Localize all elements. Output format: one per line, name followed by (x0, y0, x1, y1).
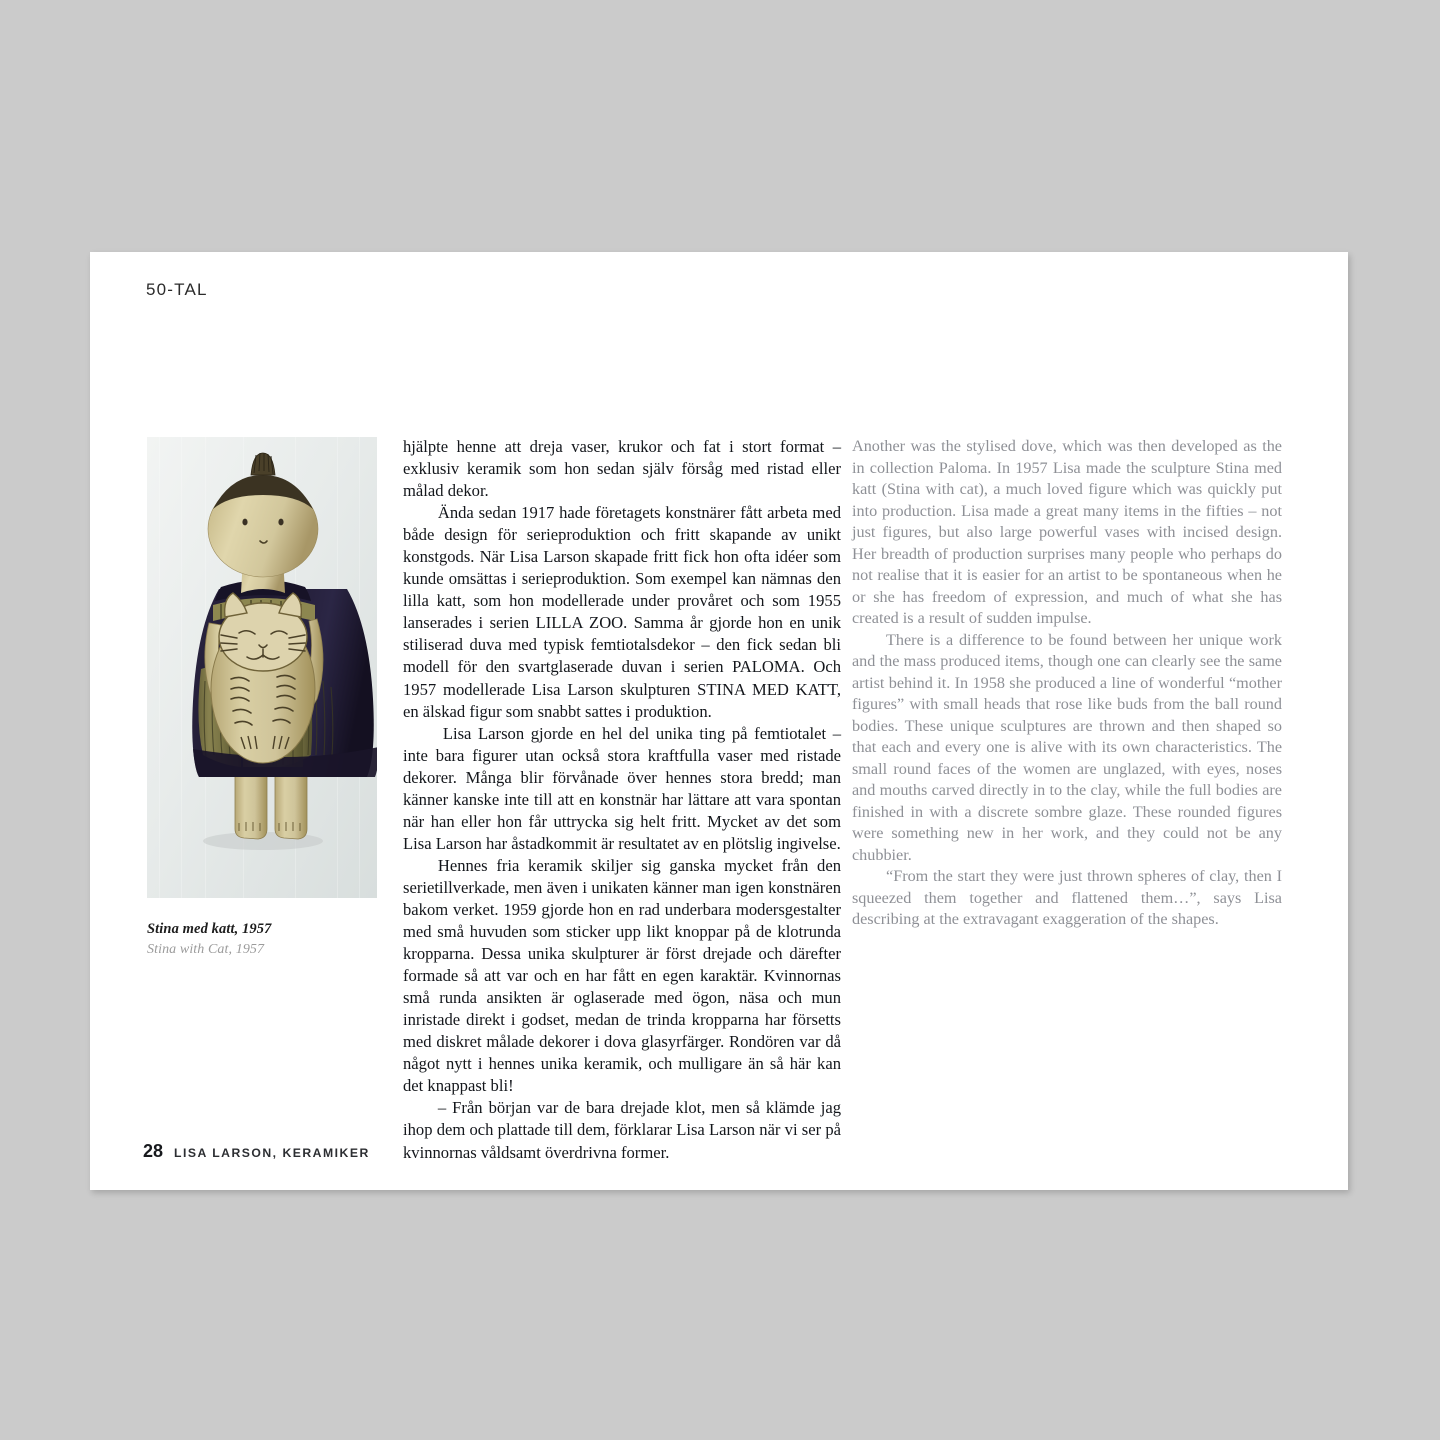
paragraph-sv-2: Ända sedan 1917 hade företagets konstnärer fått arbeta med både design för serieproduktion och fritt skapande av unikt konstgods. När Lisa Larson skapade fritt fick hon ofta idéer som kunde omsättas i serieproduktion. Som exempel kan nämnas den lilla katt, som hon modellerade under provåret och som 1955 lanserades i serien LILLA ZOO. Samma år gjorde hon en unik stiliserad duva med typisk femtiotalsdekor – den fick sedan bli modell för den svartglaserade duvan i serien PALOMA. Och 1957 modellerade Lisa Larson skulpturen STINA MED KATT, en älskad figur som snabbt sattes i produktion. (403, 503, 841, 721)
paragraph-sv-4: Hennes fria keramik skiljer sig ganska mycket från den serietillverkade, men även i unikaten känner man igen konstnären bakom verket. 1959 gjorde hon en rad underbara modersgestalter med små huvuden som sticker upp likt knoppar på de klotrunda kropparna. Dessa unika skulpturer är först drejade och därefter formade så att var och en har fått en egen karaktär. Kvinnornas små runda ansikten är oglaserade med ögon, näsa och mun inristade direkt i godset, medan de trinda kropparna har försetts med diskret målade dekorer i dova glasyrfärger. Rondören var då något nytt i hennes unika keramik, och mulligare än så här kan det knappast bli! (403, 855, 841, 1096)
running-head: 50-TAL (146, 280, 208, 299)
figure-caption-swedish: Stina med katt, 1957 (147, 921, 272, 937)
body-column-english (852, 436, 1282, 931)
paragraph-sv-1: hjälpte henne att dreja vaser, krukor och fat i stort format – exklusiv keramik som hon sedan själv försåg med ristad eller målad dekor. (403, 437, 841, 501)
figure-caption-english: Stina with Cat, 1957 (147, 941, 265, 957)
figure-photo (147, 437, 377, 898)
paragraph-en-2: There is a difference to be found between her unique work and the mass produced items, though one can clearly see the same artist behind it. In 1958 she produced a line of wonderful “mother figures” with small heads that rose like buds from the ball round bodies. These unique sculptures are thrown and then shaped so that each and every one is alive with its own characteristics. The small round faces of the women are unglazed, with eyes, noses and mouths carved directly in to the clay, while the full bodies are finished in with a discrete sombre glaze. These rounded figures were something new in her work, and they could not be any chubbier. (852, 630, 1282, 864)
figure-caption (147, 919, 377, 959)
book-page (90, 252, 1348, 1190)
paragraph-en-1: Another was the stylised dove, which was then developed as the in collection Paloma. In 1957 Lisa made the sculpture Stina med katt (Stina with cat), a much loved figure which was quickly put into production. Lisa made a great many items in the fifties – not just figures, but also large powerful vases with incised design. Her breadth of production surprises many people who perhaps do not realise that it is easier for an artist to be spontaneous when he or she has freedom of expression, and much of what she has created is a result of sudden impulse. (852, 437, 1282, 627)
page-number: 28 (143, 1141, 164, 1161)
paragraph-en-3: “From the start they were just thrown spheres of clay, then I squeezed them together and flattened them…”, says Lisa describing at the extravagant exaggeration of the shapes. (852, 867, 1282, 928)
paragraph-sv-5: – Från början var de bara drejade klot, men så klämde jag ihop dem och plattade till dem, förklarar Lisa Larson när vi ser på kvinnornas våldsamt överdrivna former. (403, 1098, 841, 1162)
body-column-swedish (403, 436, 841, 1164)
figure-block (147, 437, 377, 959)
page-footer (143, 1141, 370, 1162)
paragraph-sv-3: Lisa Larson gjorde en hel del unika ting på femtiotalet – inte bara figurer utan också stora kraftfulla vaser med ristade dekorer. Många blir förvånade över hennes stora bredd; man känner kanske inte till att en konstnär har lättare att vara spontan när han eller hon får uttrycka sig helt fritt. Mycket av det som Lisa Larson har åstadkommit är resultatet av en plötslig ingivelse. (403, 723, 841, 853)
footer-book-title: LISA LARSON, KERAMIKER (174, 1146, 370, 1160)
ceramic-figurine-illustration (147, 437, 377, 898)
